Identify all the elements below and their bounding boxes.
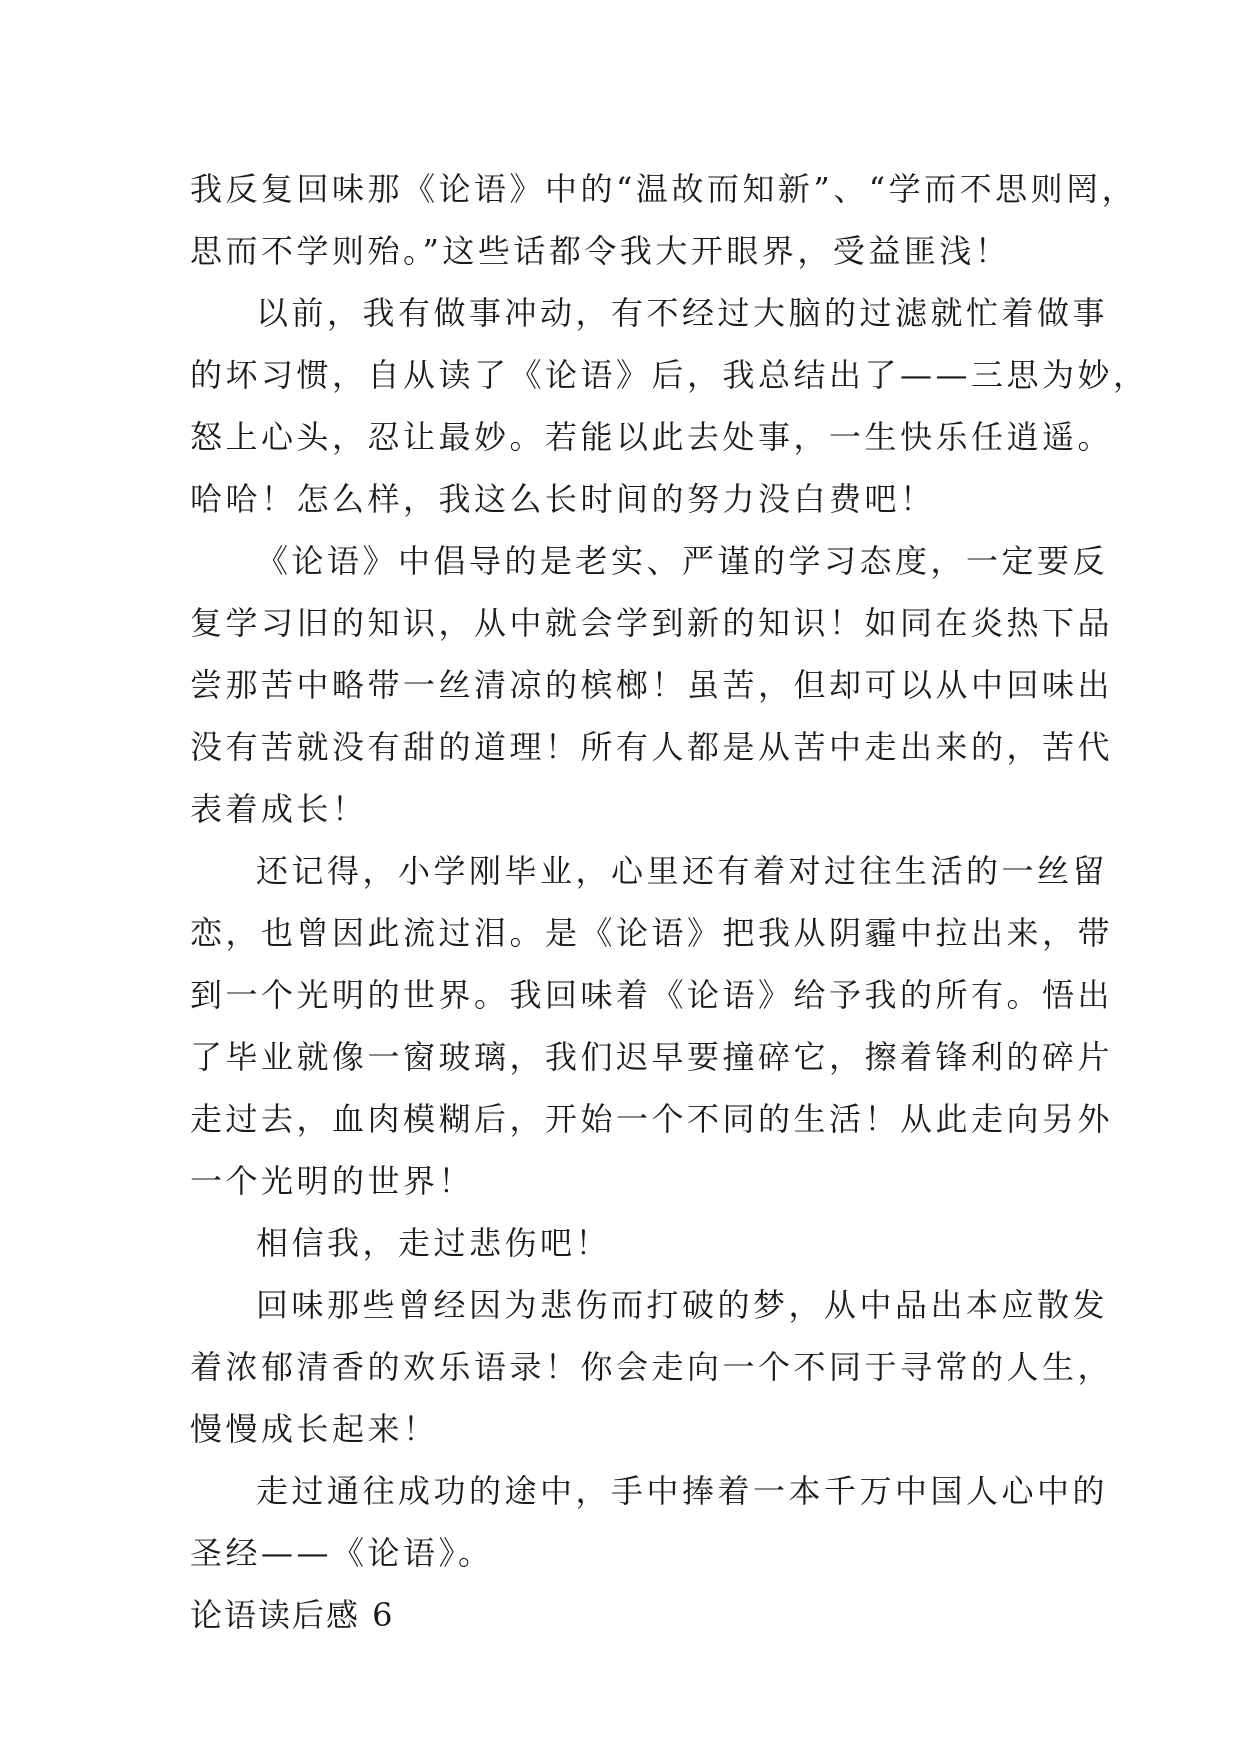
text-line: 着浓郁清香的欢乐语录！你会走向一个不同于寻常的人生， (190, 1348, 1114, 1386)
text-line: 思而不学则殆。”这些话都令我大开眼界，受益匪浅！ (190, 232, 1011, 270)
text-line: 圣经——《论语》。 (190, 1534, 494, 1572)
text-line: 走过去，血肉模糊后，开始一个不同的生活！从此走向另外 (190, 1100, 1114, 1138)
section-heading: 论语读后感 6 (190, 1596, 395, 1634)
text-line: 我反复回味那《论语》中的“温故而知新”、“学而不思则罔， (190, 170, 1138, 208)
text-line: 表着成长！ (190, 790, 368, 828)
paragraph-start-line: 还记得，小学刚毕业，心里还有着对过往生活的一丝留 (256, 852, 1109, 890)
text-line: 没有苦就没有甜的道理！所有人都是从苦中走出来的，苦代 (190, 728, 1114, 766)
text-line: 了毕业就像一窗玻璃，我们迟早要撞碎它，擦着锋利的碎片 (190, 1038, 1114, 1076)
text-line: 到一个光明的世界。我回味着《论语》给予我的所有。悟出 (190, 976, 1114, 1014)
paragraph-start-line: 《论语》中倡导的是老实、严谨的学习态度，一定要反 (256, 542, 1109, 580)
paragraph-start-line: 回味那些曾经因为悲伤而打破的梦，从中品出本应散发 (256, 1286, 1109, 1324)
text-line: 尝那苦中略带一丝清凉的槟榔！虽苦，但却可以从中回味出 (190, 666, 1114, 704)
paragraph-start-line: 相信我，走过悲伤吧！ (256, 1224, 612, 1262)
text-line: 一个光明的世界！ (190, 1162, 475, 1200)
text-line: 复学习旧的知识，从中就会学到新的知识！如同在炎热下品 (190, 604, 1114, 642)
paragraph-start-line: 以前，我有做事冲动，有不经过大脑的过滤就忙着做事 (256, 294, 1109, 332)
text-line: 慢慢成长起来！ (190, 1410, 439, 1448)
text-line: 怒上心头，忍让最妙。若能以此去处事，一生快乐任逍遥。 (190, 418, 1114, 456)
document-body (190, 158, 1149, 1646)
text-line: 的坏习惯，自从读了《论语》后，我总结出了——三思为妙， (190, 356, 1149, 394)
paragraph-start-line: 走过通往成功的途中，手中捧着一本千万中国人心中的 (256, 1472, 1109, 1510)
text-line: 哈哈！怎么样，我这么长时间的努力没白费吧！ (190, 480, 936, 518)
text-line: 恋，也曾因此流过泪。是《论语》把我从阴霾中拉出来，带 (190, 914, 1114, 952)
